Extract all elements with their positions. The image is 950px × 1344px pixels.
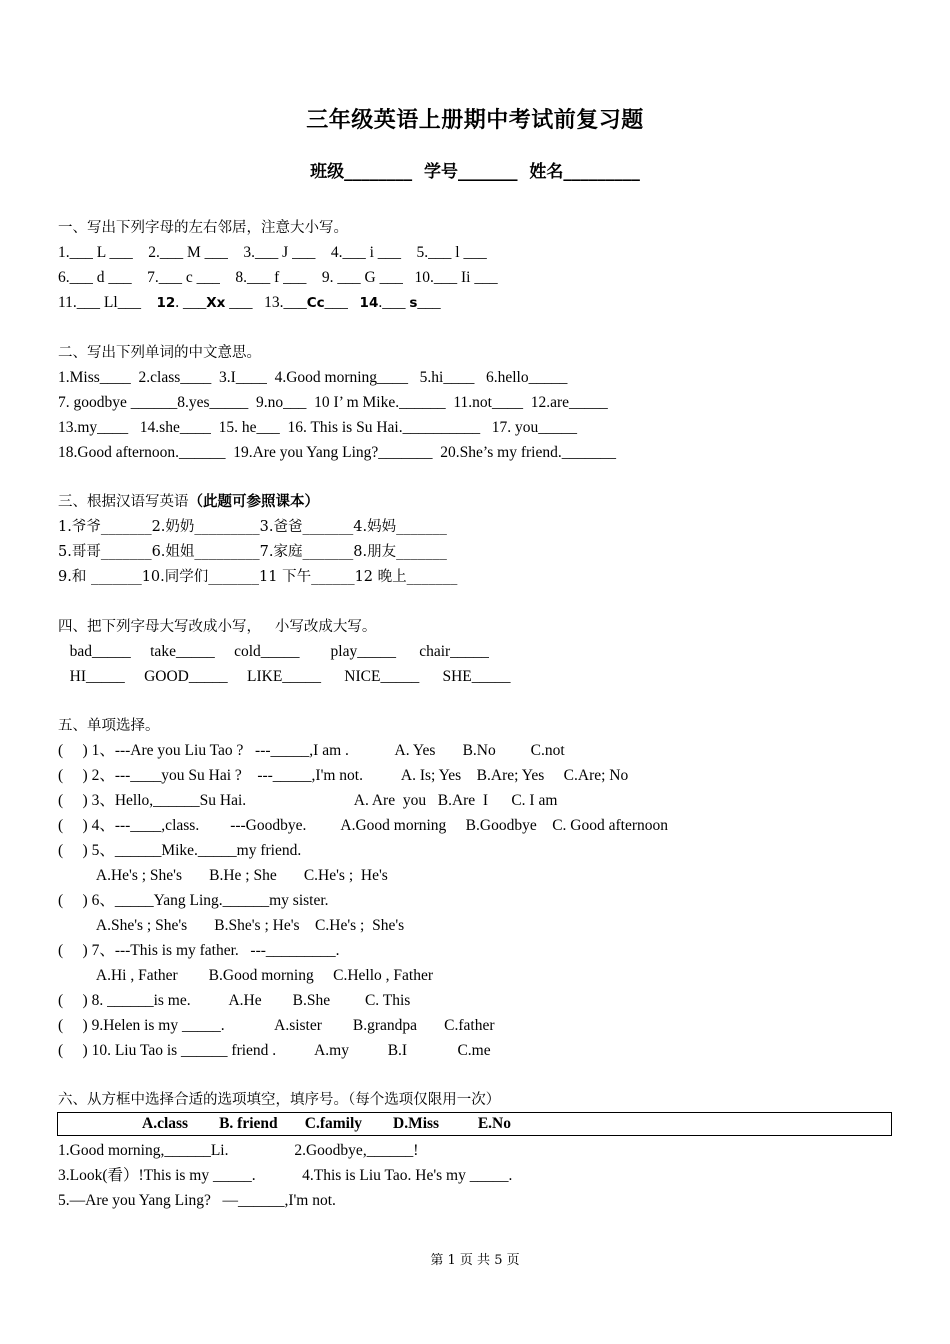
s1-l3-part: 12: [156, 295, 176, 311]
section-1-line-2: 6.___ d ___ 7.___ c ___ 8.___ f ___ 9. ___ G ___ 10.___ Ii ___: [58, 269, 498, 286]
choice-line: ( ) 3、Hello,______Su Hai. A. Are you B.Are I C. I am: [58, 792, 558, 809]
s1-l3-part: Cc: [306, 295, 325, 311]
choice-line: ( ) 1、---Are you Liu Tao ? ---_____,I am . A. Yes B.No C.not: [58, 742, 565, 759]
choice-line: ( ) 5、______Mike._____my friend.: [58, 842, 302, 859]
choice-line: A.Hi , Father B.Good morning C.Hello , Father: [58, 967, 433, 984]
options-box-text: A.class B. friend C.family D.Miss E.No: [142, 1115, 511, 1132]
section-6-line-2: 3.Look(看）!This is my _____. 4.This is Liu Tao. He's my _____.: [58, 1167, 513, 1184]
section-1-line-3: [58, 293, 441, 313]
section-3-heading: [58, 492, 319, 512]
page-title: 三年级英语上册期中考试前复习题: [306, 108, 644, 133]
s1-l3-part: s: [409, 295, 418, 311]
s1-l3-part: 11.___ Ll___: [58, 294, 157, 311]
section-4-line-2: HI_____ GOOD_____ LIKE_____ NICE_____ SHE_____: [58, 668, 511, 685]
section-2-heading: 二、写出下列单词的中文意思。: [58, 345, 261, 361]
section-2-line-4: 18.Good afternoon.______ 19.Are you Yang Ling?_______ 20.She’s my friend._______: [58, 444, 616, 461]
section-6-line-3: 5.—Are you Yang Ling? —______,I'm not.: [58, 1192, 336, 1209]
choice-line: ( ) 7、---This is my father. ---_________.: [58, 942, 340, 959]
section-6-heading: 六、从方框中选择合适的选项填空，填序号。（每个选项仅限用一次）: [58, 1092, 501, 1108]
section-1-line-1: 1.___ L ___ 2.___ M ___ 3.___ J ___ 4.___ i ___ 5.___ l ___: [58, 244, 487, 261]
choice-line: A.He's ; She's B.He ; She C.He's ; He's: [58, 867, 388, 884]
section-2-line-1: 1.Miss____ 2.class____ 3.I____ 4.Good morning____ 5.hi____ 6.hello_____: [58, 369, 568, 386]
s1-l3-part: . ___: [175, 294, 207, 311]
s1-l3-part: 14: [359, 295, 379, 311]
choice-line: ( ) 9.Helen is my _____. A.sister B.grandpa C.father: [58, 1017, 495, 1034]
s1-l3-part: ___: [324, 294, 360, 311]
student-info-line: 班级________ 学号_______ 姓名_________: [310, 162, 640, 182]
s1-l3-part: ___: [417, 294, 441, 311]
choice-line: ( ) 2、---____you Su Hai ? ---_____,I'm not. A. Is; Yes B.Are; Yes C.Are; No: [58, 767, 629, 784]
section-3-line-2: 5.哥哥_______6.姐姐_________7.家庭_______8.朋友_______: [58, 544, 447, 560]
section-5-heading: 五、单项选择。: [58, 718, 160, 734]
page-footer: 第 1 页 共 5 页: [430, 1253, 520, 1268]
choice-line: ( ) 8. ______is me. A.He B.She C. This: [58, 992, 411, 1009]
s1-l3-part: Xx: [206, 295, 226, 311]
s3-heading-note: （此题可参照课本）: [188, 494, 319, 510]
choice-line: ( ) 6、_____Yang Ling.______my sister.: [58, 892, 329, 909]
choice-line: ( ) 4、---____,class. ---Goodbye. A.Good morning B.Goodbye C. Good afternoon: [58, 817, 669, 834]
section-2-line-3: 13.my____ 14.she____ 15. he___ 16. This is Su Hai.__________ 17. you_____: [58, 419, 577, 436]
section-6-line-1: 1.Good morning,______Li. 2.Goodbye,______!: [58, 1142, 419, 1159]
s1-l3-part: ___ 13.___: [225, 294, 307, 311]
section-3-line-1: 1.爷爷_______2.奶奶_________3.爸爸_______4.妈妈_______: [58, 519, 447, 535]
section-4-heading: 四、把下列字母大写改成小写， 小写改成大写。: [58, 619, 377, 635]
section-2-line-2: 7. goodbye ______8.yes_____ 9.no___ 10 I’ m Mike.______ 11.not____ 12.are_____: [58, 394, 608, 411]
section-3-line-3: 9.和 _______10.同学们_______11 下午______12 晚上_______: [58, 569, 458, 585]
s1-l3-part: .___: [378, 294, 410, 311]
section-4-line-1: bad_____ take_____ cold_____ play_____ chair_____: [58, 643, 489, 660]
choice-line: A.She's ; She's B.She's ; He's C.He's ; She's: [58, 917, 405, 934]
choice-line: ( ) 10. Liu Tao is ______ friend . A.my B.I C.me: [58, 1042, 491, 1059]
section-1-heading: 一、写出下列字母的左右邻居，注意大小写。: [58, 220, 348, 236]
s3-heading-main: 三、根据汉语写英语: [58, 494, 189, 510]
